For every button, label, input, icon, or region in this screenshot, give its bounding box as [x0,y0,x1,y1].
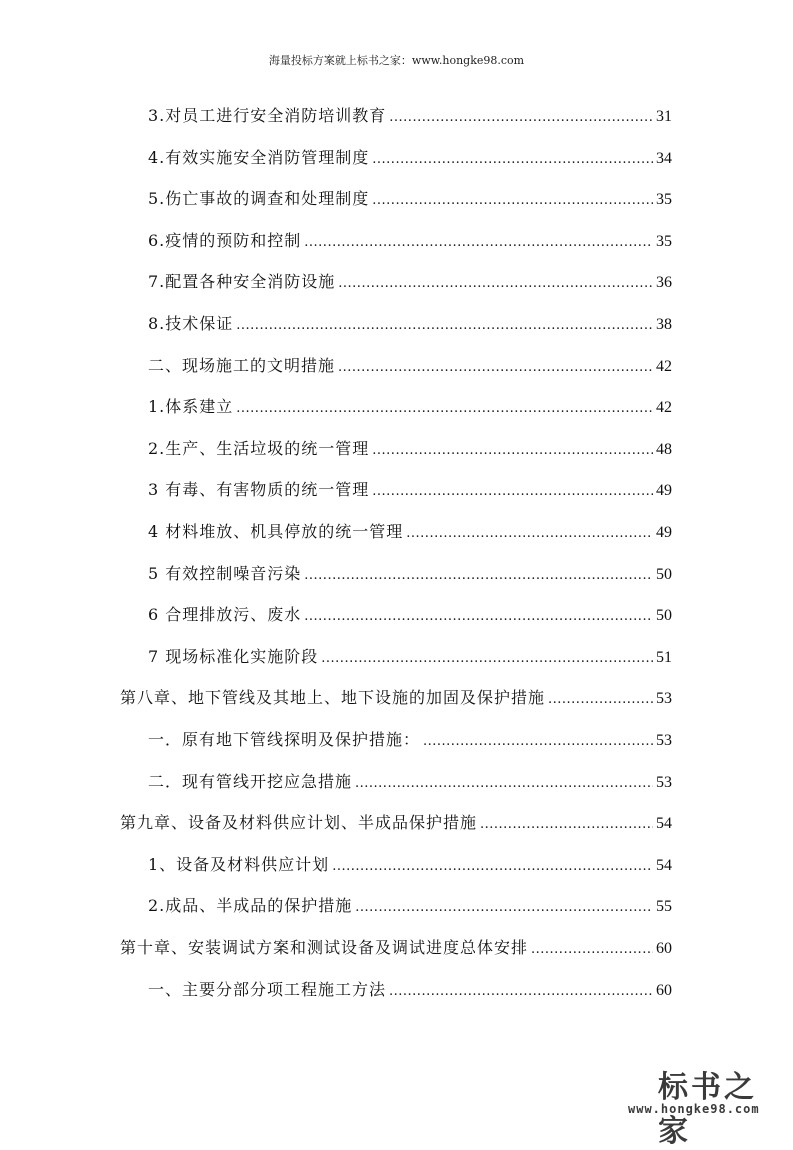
toc-entry-title: 3.对员工进行安全消防培训教育 [148,106,387,125]
toc-entry-page-number: 51 [656,649,672,666]
toc-dot-leader [321,647,653,671]
toc-dot-leader [355,772,653,796]
toc-entry[interactable] [148,478,672,502]
page-header: 海量投标方案就上标书之家：www.hongke98.com [268,54,525,67]
toc-entry-title: 第九章、设备及材料供应计划、半成品保护措施 [120,813,478,832]
toc-entry-title: 二、现场施工的文明措施 [148,356,336,375]
toc-entry-title: 3 有毒、有害物质的统一管理 [148,480,370,499]
toc-entry-page-number: 35 [656,233,672,250]
toc-entry-page-number: 35 [656,191,672,208]
toc-entry-title: 一、主要分部分项工程施工方法 [148,980,387,999]
toc-dot-leader [332,855,653,879]
toc-entry-page-number: 31 [656,108,672,125]
toc-dot-leader [372,480,653,504]
toc-dot-leader [355,896,653,920]
toc-entry-page-number: 60 [656,940,672,957]
toc-entry-title: 2.成品、半成品的保护措施 [148,896,353,915]
toc-dot-leader [338,356,653,380]
toc-entry[interactable] [148,978,672,1002]
toc-dot-leader [548,688,653,712]
toc-entry-page-number: 54 [656,815,672,832]
toc-entry-page-number: 55 [656,898,672,915]
toc-entry[interactable] [148,520,672,544]
toc-entry-title: 8.技术保证 [148,314,234,333]
toc-entry-title: 二．现有管线开挖应急措施 [148,772,353,791]
toc-entry[interactable] [148,603,672,627]
toc-entry[interactable] [120,811,672,835]
watermark-logo [628,1062,788,1149]
toc-entry-page-number: 36 [656,274,672,291]
toc-dot-leader [423,730,653,754]
toc-entry-page-number: 50 [656,607,672,624]
toc-entry-page-number: 49 [656,524,672,541]
toc-dot-leader [304,605,653,629]
toc-dot-leader [236,397,653,421]
toc-entry[interactable] [148,146,672,170]
toc-dot-leader [389,106,653,130]
toc-entry-title: 6 合理排放污、废水 [148,605,302,624]
toc-entry[interactable] [148,645,672,669]
toc-entry[interactable] [148,437,672,461]
toc-entry[interactable] [148,104,672,128]
toc-entry[interactable] [148,562,672,586]
toc-entry[interactable] [148,354,672,378]
toc-dot-leader [338,272,653,296]
toc-entry-page-number: 53 [656,774,672,791]
toc-entry-page-number: 60 [656,982,672,999]
toc-dot-leader [406,522,653,546]
logo-text: 标书之家 [658,1070,757,1149]
toc-entry-title: 7 现场标准化实施阶段 [148,647,319,666]
toc-entry-title: 4.有效实施安全消防管理制度 [148,148,370,167]
toc-entry-title: 4 材料堆放、机具停放的统一管理 [148,522,404,541]
toc-dot-leader [236,314,653,338]
logo-url: www.hongke98.com [628,1102,760,1116]
toc-entry[interactable] [148,728,672,752]
toc-entry[interactable] [148,395,672,419]
toc-entry[interactable] [148,853,672,877]
toc-entry-title: 6.疫情的预防和控制 [148,231,302,250]
toc-entry[interactable] [148,229,672,253]
toc-entry-title: 5.伤亡事故的调查和处理制度 [148,189,370,208]
toc-entry-page-number: 38 [656,316,672,333]
toc-dot-leader [304,564,653,588]
toc-entry-page-number: 42 [656,358,672,375]
toc-dot-leader [372,189,653,213]
toc-dot-leader [480,813,653,837]
toc-entry-title: 2.生产、生活垃圾的统一管理 [148,439,370,458]
toc-entry[interactable] [120,686,672,710]
toc-entry[interactable] [148,187,672,211]
toc-entry-title: 5 有效控制噪音污染 [148,564,302,583]
toc-entry-page-number: 50 [656,566,672,583]
toc-entry-page-number: 34 [656,150,672,167]
toc-entry[interactable] [148,770,672,794]
toc-entry-page-number: 53 [656,690,672,707]
toc-dot-leader [304,231,653,255]
toc-entry-title: 7.配置各种安全消防设施 [148,272,336,291]
toc-entry[interactable] [148,312,672,336]
toc-entry-page-number: 42 [656,399,672,416]
toc-dot-leader [372,439,653,463]
toc-entry-title: 第八章、地下管线及其地上、地下设施的加固及保护措施 [120,688,546,707]
toc-entry-title: 一．原有地下管线探明及保护措施： [148,730,421,749]
toc-entry-page-number: 48 [656,441,672,458]
toc-entry-page-number: 54 [656,857,672,874]
toc-entry[interactable] [148,894,672,918]
toc-dot-leader [372,148,653,172]
toc-dot-leader [389,980,653,1004]
toc-entry-title: 1、设备及材料供应计划 [148,855,330,874]
toc-entry-title: 第十章、安装调试方案和测试设备及调试进度总体安排 [120,938,529,957]
toc-entry-page-number: 53 [656,732,672,749]
toc-entry-title: 1.体系建立 [148,397,234,416]
toc-dot-leader [531,938,653,962]
toc-entry-page-number: 49 [656,482,672,499]
toc-entry[interactable] [148,270,672,294]
toc-entry[interactable] [120,936,672,960]
